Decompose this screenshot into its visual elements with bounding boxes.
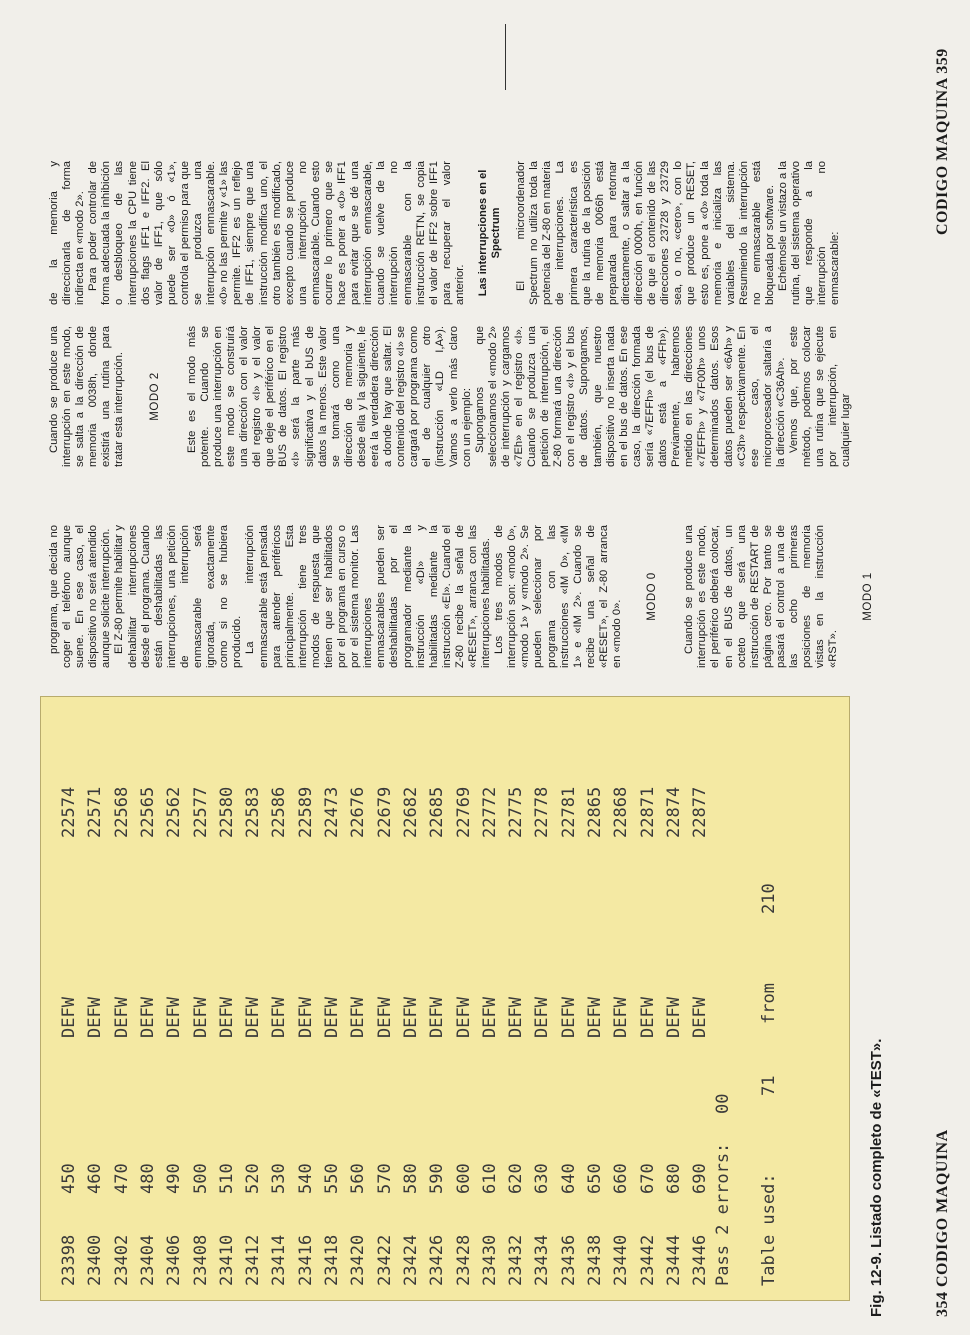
listing-line-number: 560 (348, 1163, 369, 1194)
listing-line-number: 590 (427, 1163, 448, 1194)
listing-value: 22589 (295, 786, 316, 838)
listing-opcode: DEFW (453, 997, 474, 1038)
listing-opcode: DEFW (322, 997, 342, 1038)
listing-value: 22877 (690, 786, 711, 838)
section-heading: MODO 2 (148, 372, 161, 421)
listing-address: 23436 (558, 1234, 579, 1286)
pass-label: Pass 2 errors: (713, 1142, 733, 1286)
listing-value: 22778 (532, 786, 553, 838)
listing-address: 23410 (216, 1234, 237, 1286)
listing-line-number: 630 (532, 1163, 553, 1194)
paragraph: El Z-80 permite habilitar y dehabilitar interrupciones desde el programa. Cuando están deshabilitadas las interrupciones, una petición de interrupción enmascarable será ignorada, exactamente como si no se hubiera producido. (113, 525, 244, 668)
listing-value: 22583 (243, 786, 264, 838)
listing-opcode: DEFW (269, 997, 290, 1038)
listing-value: 22682 (400, 786, 421, 838)
listing-line-number: 480 (137, 1163, 158, 1194)
section-heading: MODO 1 (862, 572, 875, 621)
paragraph: Vemos que, por este método, podemos colocar una rutina que se ejecute por interrupción, en cualquier lugar (787, 326, 853, 467)
listing-opcode: DEFW (348, 997, 369, 1038)
listing-opcode: DEFW (479, 997, 500, 1038)
listing-address: 23428 (453, 1234, 474, 1286)
listing-value: 22865 (585, 786, 605, 838)
listing-address: 23406 (164, 1234, 185, 1286)
listing-value: 22781 (558, 786, 579, 838)
listing-value: 22562 (164, 786, 185, 838)
listing-opcode: DEFW (427, 997, 448, 1038)
listing-address: 23442 (637, 1234, 658, 1286)
figure-caption: Fig. 12-9. Listado completo de «TEST». (868, 1038, 885, 1317)
listing-opcode: DEFW (585, 997, 605, 1038)
listing-address: 23440 (611, 1234, 632, 1286)
listing-line-number: 490 (164, 1163, 185, 1194)
listing-opcode: DEFW (611, 997, 632, 1038)
listing-address: 23424 (400, 1234, 421, 1286)
text-column-right-1 (48, 326, 853, 467)
paragraph: El microordenador Spectrum no utiliza toda la potencia del Z-80 en materia de interrupciones. La primera característica es que la rutina de la posición de memoria 0066h está preparada para retornar directamente, o saltar a la dirección 0000h, en función de que el contenido de las direcciones 23728 y 23729 sea, o no, «cero», con lo que produce un RESET, esto es, pone a «0» toda la memoria e inicializa las variables del sistema. Resumiendo la interrupción no enmascarable está bloqueada por software. (515, 161, 776, 305)
listing-opcode: DEFW (374, 997, 395, 1038)
listing-value: 22685 (427, 786, 448, 838)
listing-opcode: DEFW (295, 997, 316, 1038)
listing-address: 23444 (663, 1234, 684, 1286)
paragraph: de la memoria y direccionarla de forma indirecta en «modo 2». (48, 161, 87, 305)
listing-opcode: DEFW (506, 997, 527, 1038)
paragraph: Echémosle un vistazo a la rutina, del sistema operativo que responde a la interrupción no enmascarable: (777, 161, 842, 305)
listing-value: 22769 (453, 786, 474, 838)
pass-value: 00 (713, 1093, 733, 1114)
listing-opcode: DEFW (243, 997, 264, 1038)
listing-address: 23402 (111, 1234, 132, 1286)
listing-line-number: 510 (216, 1163, 237, 1194)
listing-opcode: DEFW (216, 997, 237, 1038)
text-column-left-page (48, 525, 899, 668)
listing-line-number: 470 (111, 1163, 132, 1194)
listing-opcode: DEFW (400, 997, 421, 1038)
listing-value: 22473 (322, 786, 342, 838)
listing-line-number: 550 (322, 1163, 342, 1194)
listing-address: 23432 (506, 1234, 527, 1286)
listing-line-number: 670 (637, 1163, 658, 1194)
page-folio-left: 354 CODIGO MAQUINA (934, 1129, 951, 1317)
paragraph: Cuando se produce una interrupción es este modo, el periférico deberá colocar, en el BUS de datos, un octeto que será una instrucción de RESTART de página cero. Por tanto se pasará el control a una de las ocho primeras posiciones de memoria vistas en la instrucción «RST». (683, 525, 840, 668)
listing-opcode: DEFW (558, 997, 579, 1038)
listing-address: 23414 (269, 1234, 290, 1286)
listing-address: 23412 (243, 1234, 264, 1286)
listing-opcode: DEFW (637, 997, 658, 1038)
listing-address: 23438 (585, 1234, 605, 1286)
listing-line-number: 690 (690, 1163, 711, 1194)
paragraph: Para poder controlar de forma adecuada la inhibición o desbloqueo de las interrupciones la CPU tiene dos flags IFF1 e IFF2. El valor de IFF1, que sólo puede ser «0» ó «1», controla el permiso para que se produzca una interrupción enmascarable. «0» no las permite y «1» las permite. IFF2 es un reflejo de IFF1, siempre que una instrucción modifica uno, el otro también es modificado, excepto cuando se produce una interrupción no enmascarable. Cuando esto ocurre lo primero que se hace es poner a «0» IFF1 para evitar que se dé una interrupción enmascarable, cuando se vuelve de la interrupción no enmascarable con la instrucción RETN, se copia el valor de IFF2 sobre IFF1 para recuperar el valor anterior. (87, 161, 466, 305)
listing-line-number: 570 (374, 1163, 395, 1194)
listing-address: 23404 (137, 1234, 158, 1286)
listing-address: 23430 (479, 1234, 500, 1286)
listing-line-number: 600 (453, 1163, 474, 1194)
listing-address: 23446 (690, 1234, 711, 1286)
listing-address: 23416 (295, 1234, 316, 1286)
listing-address: 23400 (85, 1234, 106, 1286)
listing-value: 22868 (611, 786, 632, 838)
listing-line-number: 580 (400, 1163, 421, 1194)
listing-line-number: 450 (59, 1163, 79, 1194)
listing-line-number: 610 (479, 1163, 500, 1194)
table-label: Table used: (759, 1173, 779, 1286)
listing-value: 22676 (348, 786, 369, 838)
listing-address: 23418 (322, 1234, 342, 1286)
table-total: 210 (759, 883, 779, 914)
listing-line-number: 660 (611, 1163, 632, 1194)
listing-opcode: DEFW (59, 997, 79, 1038)
paragraph: Los tres modos de interrupción son: «modo 0», «modo 1» y «modo 2». Se pueden seleccionar por programa con las instrucciones «IM 0», «IM 1» e «IM 2». Cuando se recibe una señal de «RESET», el Z-80 arranca en «modo 0». (493, 525, 624, 668)
listing-address: 23426 (427, 1234, 448, 1286)
listing-opcode: DEFW (663, 997, 684, 1038)
listing-value: 22874 (663, 786, 684, 838)
paragraph: Cuando se produce una interrupción en este modo, se salta a la dirección de memoria 0038h, donde existirá una rutina para tratar esta interrupción. (48, 326, 126, 467)
listing-value: 22580 (216, 786, 237, 838)
paragraph: Este es el modo más potente. Cuando se produce una interrupción en este modo se construirá una dirección con el valor del registro «I» y el valor que deje el periférico en el BUS de datos. El registro «I» será la parte más significativa y el bUS de datos la menos. Este valor se tomará como una dirección de memoria y desde ella y la siguiente, le eerá la verdadera dirección a donde hay que saltar. El contenido del registro «I» se cargará por programa como el de cualquier otro (instrucción «LD I,A»). Vamos a verlo más claro con un ejemplo: (185, 326, 473, 467)
page-folio-right: CODIGO MAQUINA 359 (934, 48, 951, 235)
listing-line-number: 520 (243, 1163, 264, 1194)
text-column-right-2 (48, 161, 843, 305)
listing-line-number: 530 (269, 1163, 290, 1194)
listing-line-number: 620 (506, 1163, 527, 1194)
listing-value: 22574 (59, 786, 79, 838)
listing-address: 23398 (59, 1234, 79, 1286)
listing-opcode: DEFW (137, 997, 158, 1038)
listing-opcode: DEFW (85, 997, 106, 1038)
column-rule (505, 24, 506, 90)
paragraph: La interrupción enmascarable está pensada para atender periféricos principalmente. Esta interrupción tiene tres modos de respuesta que tienen que ser habilitados por el programa en curso o por el sistema monitor. Las interrupciones enmascarables pueden ser deshabilitadas por el programador mediante la instrucción «DI» y habilitadas mediante la instrucción «EI». Cuando el Z-80 recibe la señal de «RESET», arranca con las interrupciones habilitadas. (244, 525, 493, 668)
listing-value: 22571 (85, 786, 106, 838)
listing-value: 22772 (479, 786, 500, 838)
listing-line-number: 680 (663, 1163, 684, 1194)
listing-value: 22586 (269, 786, 290, 838)
section-subheading: Las interrupciones en el Spectrum (477, 169, 503, 297)
listing-line-number: 650 (585, 1163, 605, 1194)
listing-line-number: 500 (190, 1163, 211, 1194)
listing-opcode: DEFW (532, 997, 553, 1038)
section-heading: MODO 0 (646, 572, 659, 621)
listing-opcode: DEFW (190, 997, 211, 1038)
listing-address: 23434 (532, 1234, 553, 1286)
paragraph: programa, que decida no coger el teléfono aunque suene. En ese caso, el dispositivo no será atendido aunque solicite interrupción. (48, 525, 113, 668)
listing-line-number: 460 (85, 1163, 106, 1194)
program-listing (40, 696, 850, 1301)
listing-address: 23420 (348, 1234, 369, 1286)
listing-opcode: DEFW (111, 997, 132, 1038)
table-used-value: 71 (759, 1075, 779, 1096)
listing-value: 22775 (506, 786, 527, 838)
listing-line-number: 540 (295, 1163, 316, 1194)
listing-value: 22679 (374, 786, 395, 838)
listing-value: 22871 (637, 786, 658, 838)
table-from: from (759, 983, 779, 1024)
listing-opcode: DEFW (690, 997, 711, 1038)
listing-value: 22568 (111, 786, 132, 838)
listing-line-number: 640 (558, 1163, 579, 1194)
paragraph: Supongamos que seleccionamos el «modo 2» de interrupción y cargamos «7Eh» en el registro «I». Cuando se produzca una petición de interrupción, el Z-80 formará una dirección con el registro «I» y el bus de datos. Supongamos, también, que nuestro dispositivo no inserta nada en el bus de datos. En ese caso, la dirección formada sería «7EFFh» (el bus de datos está a «FFh»). Previamente, habremos metido en las direcciones «7EFFh» y «7F00h» unos determinados datos. Esos datos pueden ser «6Ah» y «C3h» respectivamente. En ese caso, el microprocesador saltaría a la dirección «C36Ah». (473, 326, 787, 467)
listing-value: 22565 (137, 786, 158, 838)
listing-address: 23422 (374, 1234, 395, 1286)
listing-address: 23408 (190, 1234, 211, 1286)
listing-value: 22577 (190, 786, 211, 838)
listing-opcode: DEFW (164, 997, 185, 1038)
